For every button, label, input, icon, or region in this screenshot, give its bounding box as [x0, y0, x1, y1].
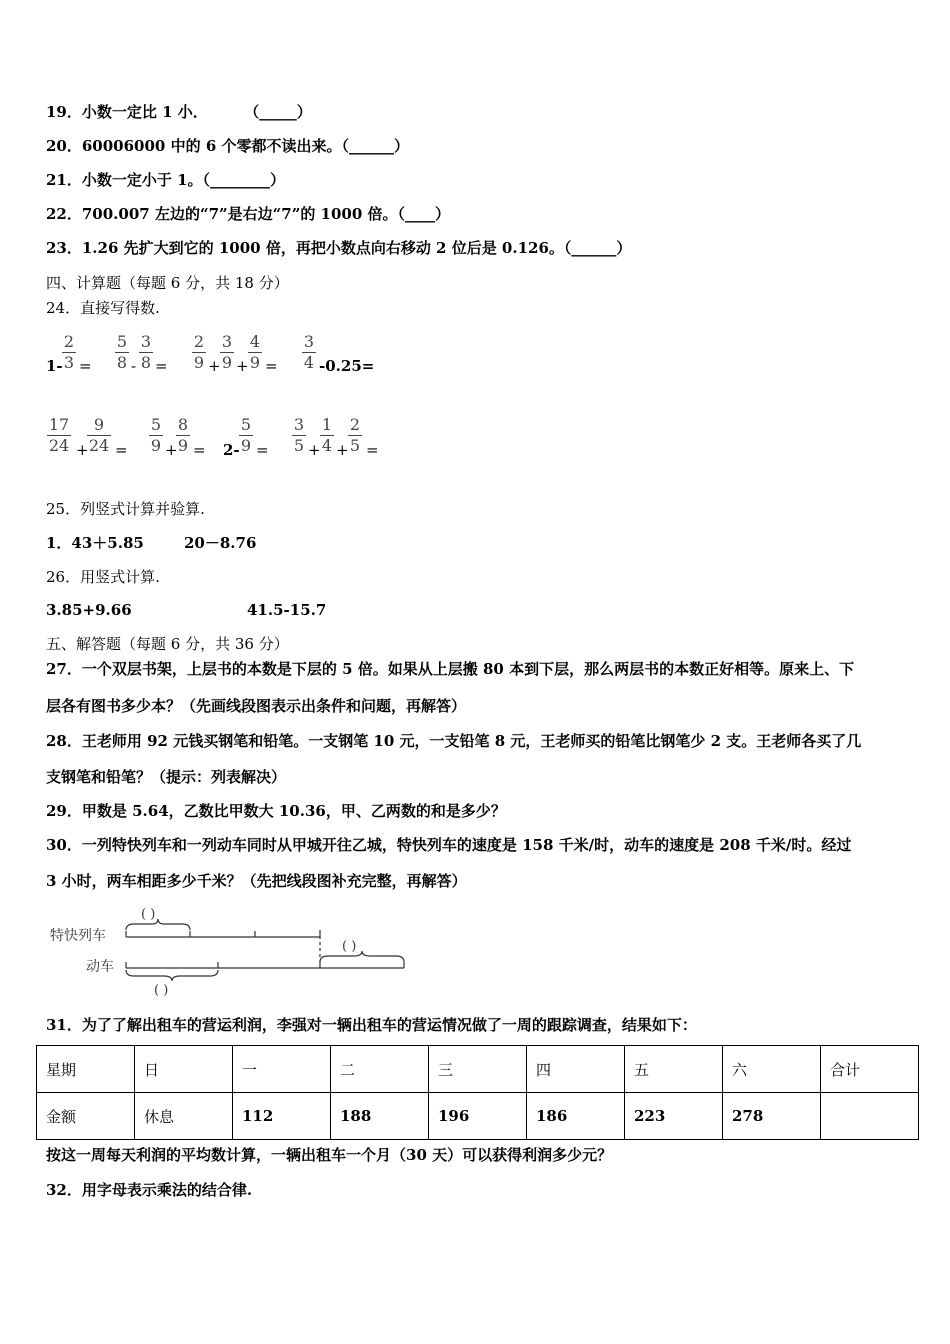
paren-top: ( ) — [141, 907, 156, 922]
question-24-title: 24．直接写得数. — [46, 299, 160, 317]
fraction: 3 5 — [293, 415, 305, 455]
table-header-cell: 一 — [233, 1046, 331, 1093]
question-22: 22．700.007 左边的“7”是右边“7”的 1000 倍。（____） — [46, 205, 451, 223]
paren-bottom: ( ) — [154, 983, 169, 998]
table-cell: 112 — [233, 1093, 331, 1140]
question-21: 21．小数一定小于 1。（________） — [46, 171, 286, 189]
fraction: 17 24 — [48, 415, 70, 455]
fraction: 3 9 — [221, 332, 233, 372]
question-19: 19．小数一定比 1 小． （_____） — [46, 103, 312, 121]
question-29: 29．甲数是 5.64，乙数比甲数大 10.36，甲、乙两数的和是多少？ — [46, 802, 506, 820]
table-row — [37, 1093, 919, 1140]
question-27-line-1: 27．一个双层书架，上层书的本数是下层的 5 倍。如果从上层搬 80 本到下层，那么两层书的本数正好相等。原来上、下 — [46, 660, 855, 678]
fraction: 5 9 — [240, 415, 252, 455]
fraction: 8 9 — [177, 415, 189, 455]
section-4-title: 四、计算题（每题 6 分，共 18 分） — [46, 274, 289, 292]
table-header-cell: 五 — [625, 1046, 723, 1093]
table-cell: 223 — [625, 1093, 723, 1140]
line-segment-diagram — [44, 900, 414, 1005]
question-26-a: 3.85+9.66 — [46, 601, 132, 619]
fraction: 3 4 — [303, 332, 315, 372]
question-25-a: 1．43＋5.85 — [46, 534, 144, 552]
table-cell: 196 — [429, 1093, 527, 1140]
table-header-row — [37, 1046, 919, 1093]
table-header-cell: 星期 — [37, 1046, 135, 1093]
table-cell: 186 — [527, 1093, 625, 1140]
label-bullet-train: 动车 — [86, 959, 114, 975]
table-cell: 188 — [331, 1093, 429, 1140]
profit-table — [36, 1045, 919, 1140]
table-header-cell: 日 — [135, 1046, 233, 1093]
table-cell: 278 — [723, 1093, 821, 1140]
table-cell: 休息 — [135, 1093, 233, 1140]
question-20: 20．60006000 中的 6 个零都不读出来。（______） — [46, 137, 409, 155]
question-31: 31．为了了解出租车的营运利润，李强对一辆出租车的营运情况做了一周的跟踪调查，结果如下： — [46, 1016, 697, 1034]
section-5-title: 五、解答题（每题 6 分，共 36 分） — [46, 635, 289, 653]
question-31-followup: 按这一周每天利润的平均数计算，一辆出租车一个月（30 天）可以获得利润多少元？ — [46, 1146, 613, 1164]
question-25-title: 25．列竖式计算并验算. — [46, 500, 205, 518]
table-cell — [821, 1093, 919, 1140]
question-30-line-1: 30．一列特快列车和一列动车同时从甲城开往乙城，特快列车的速度是 158 千米/时，动车的速度是 208 千米/时。经过 — [46, 836, 852, 854]
label-express-train: 特快列车 — [50, 928, 106, 944]
fraction: 2 5 — [349, 415, 361, 455]
table-header-cell: 四 — [527, 1046, 625, 1093]
table-header-cell: 六 — [723, 1046, 821, 1093]
question-27-line-2: 层各有图书多少本？（先画线段图表示出条件和问题，再解答） — [46, 697, 467, 715]
question-30-line-2: 3 小时，两车相距多少千米？（先把线段图补充完整，再解答） — [46, 872, 467, 890]
fraction: 1 4 — [321, 415, 333, 455]
fraction: 9 24 — [88, 415, 110, 455]
question-32: 32．用字母表示乘法的结合律. — [46, 1181, 253, 1199]
bullet-train-segment — [126, 930, 404, 981]
question-26-b: 41.5-15.7 — [247, 601, 327, 619]
table-header-cell: 合计 — [821, 1046, 919, 1093]
fraction: 2 3 — [63, 332, 75, 372]
fraction: 5 9 — [150, 415, 162, 455]
question-28-line-2: 支钢笔和铅笔？（提示：列表解决） — [46, 768, 287, 786]
question-28-line-1: 28．王老师用 92 元钱买钢笔和铅笔。一支钢笔 10 元，一支铅笔 8 元，王老师买的铅笔比钢笔少 2 支。王老师各买了几 — [46, 732, 862, 750]
question-23: 23．1.26 先扩大到它的 1000 倍，再把小数点向右移动 2 位后是 0.126。（______） — [46, 239, 632, 257]
fraction: 5 8 — [116, 332, 128, 372]
paren-right: ( ) — [342, 939, 357, 954]
fraction: 3 8 — [140, 332, 152, 372]
table-header-cell: 二 — [331, 1046, 429, 1093]
question-26-title: 26．用竖式计算. — [46, 568, 160, 586]
fraction: 2 9 — [193, 332, 205, 372]
table-cell: 金额 — [37, 1093, 135, 1140]
fraction: 4 9 — [249, 332, 261, 372]
table-header-cell: 三 — [429, 1046, 527, 1093]
question-25-b: 20－8.76 — [184, 534, 257, 552]
